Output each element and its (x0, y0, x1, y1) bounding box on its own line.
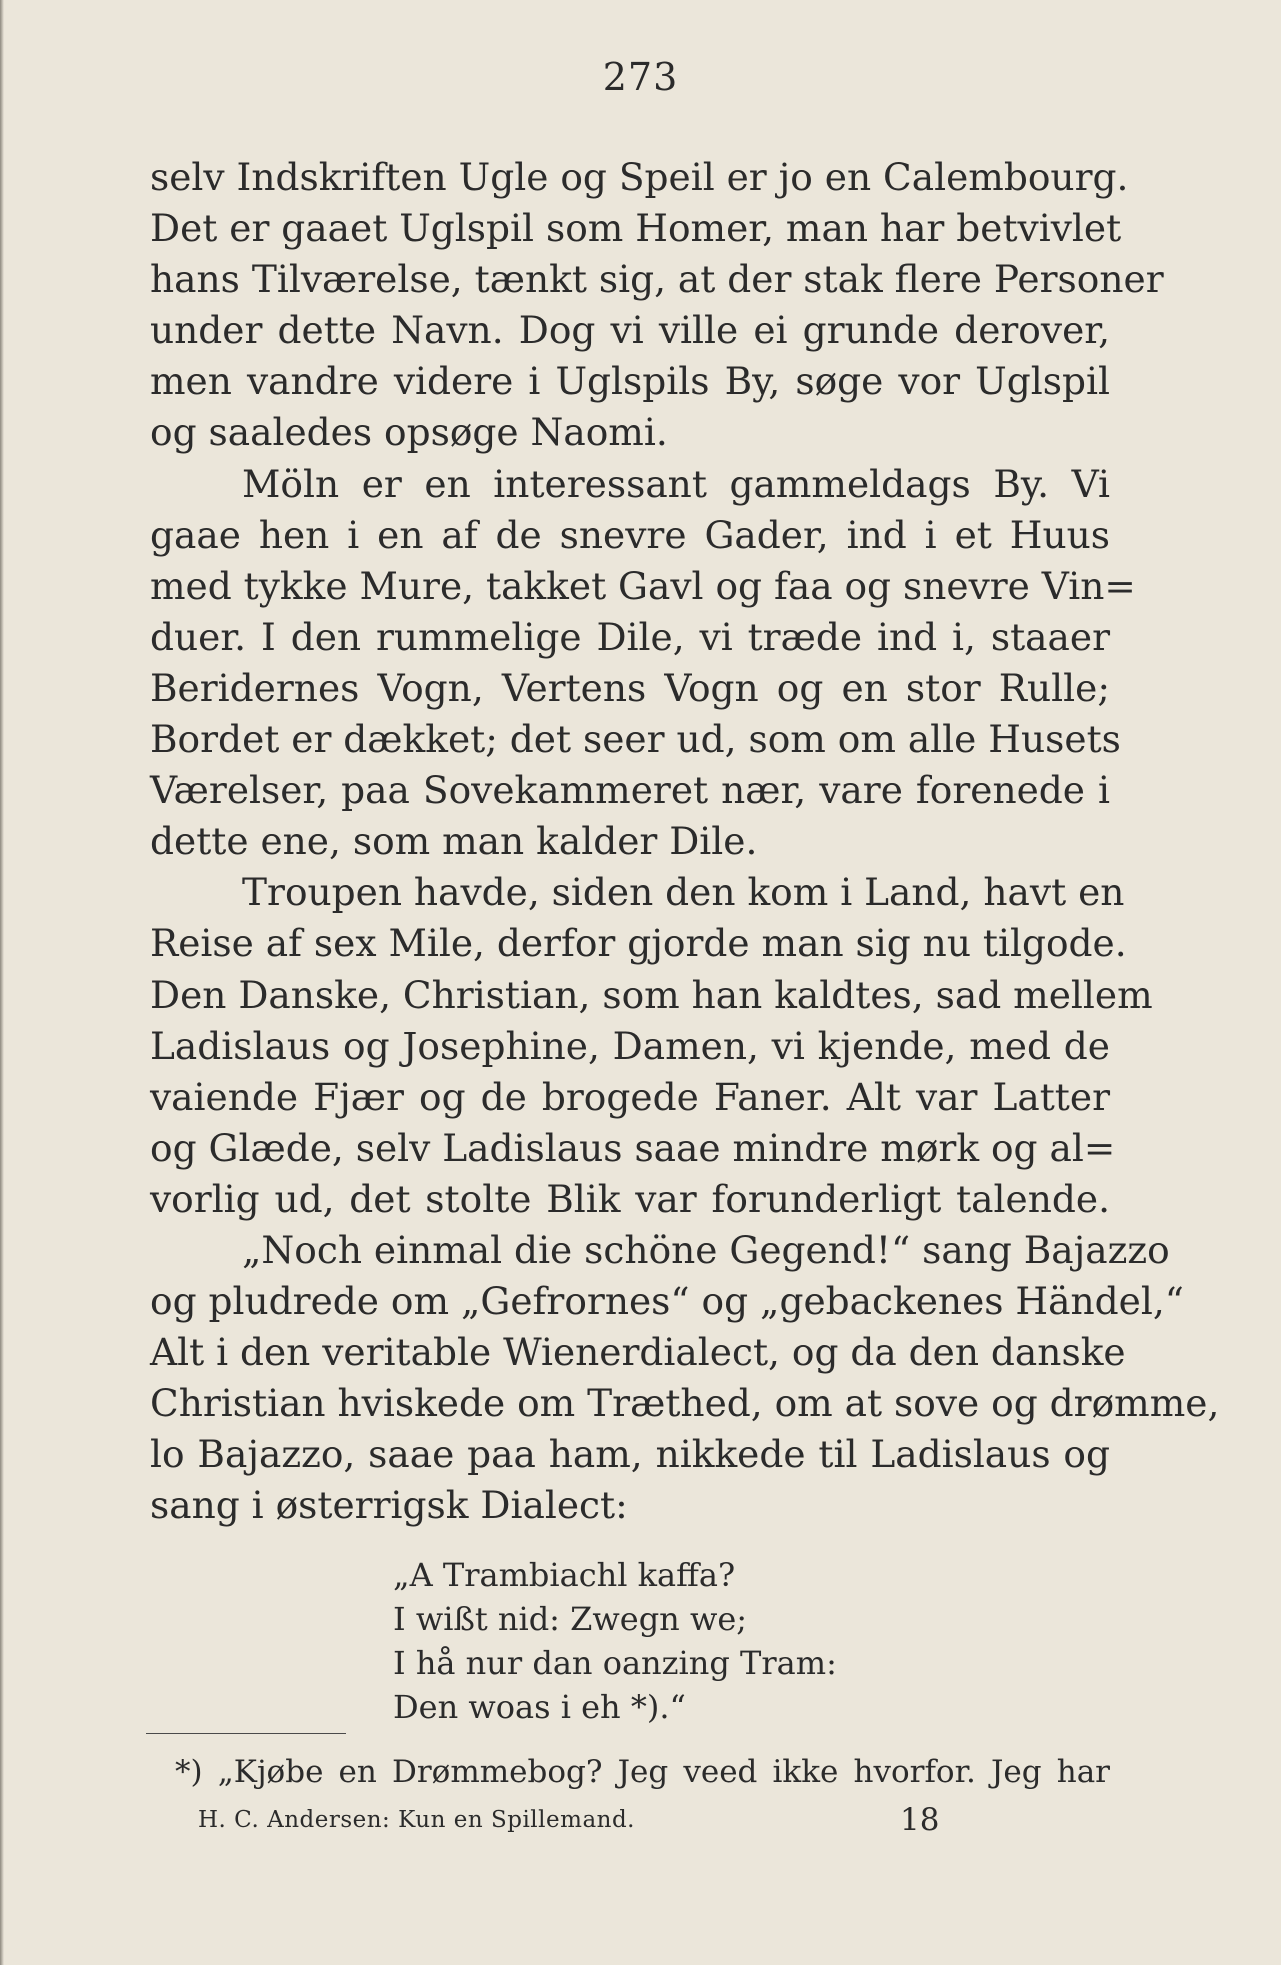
text-line: Bordet er dækket; det seer ud, som om alle Husets (150, 717, 1121, 762)
text-line: Reise af sex Mile, derfor gjorde man sig nu tilgode. (150, 921, 1127, 966)
text-line: Christian hviskede om Træthed, om at sove og drømme, (150, 1381, 1220, 1426)
song-verse (393, 1553, 837, 1729)
text-line: under dette Navn. Dog vi ville ei grunde derover, (150, 308, 1110, 353)
printer-signature: H. C. Andersen: Kun en Spillemand. (198, 1807, 635, 1833)
text-line: Troupen havde, siden den kom i Land, havt en (242, 870, 1125, 915)
footnote-divider (146, 1733, 346, 1734)
text-line: Den Danske, Christian, som han kaldtes, sad mellem (150, 972, 1153, 1017)
sheet-number: 18 (900, 1802, 940, 1838)
verse-line: „A Trambiachl kaffa? (393, 1556, 736, 1594)
text-line: Det er gaaet Uglspil som Homer, man har betvivlet (150, 206, 1122, 251)
text-line: Værelser, paa Sovekammeret nær, vare forenede i (150, 768, 1110, 813)
text-line: vorlig ud, det stolte Blik var forunderligt talende. (150, 1176, 1110, 1221)
verse-line: Den woas i eh *).“ (393, 1688, 686, 1726)
text-line: sang i østerrigsk Dialect: (150, 1483, 628, 1528)
text-line: selv Indskriften Ugle og Speil er jo en Calembourg. (150, 155, 1129, 199)
text-line: Alt i den veritable Wienerdialect, og da den danske (150, 1330, 1126, 1375)
text-line: lo Bajazzo, saae paa ham, nikkede til Ladislaus og (150, 1432, 1110, 1477)
text-line: vaiende Fjær og de brogede Faner. Alt var Latter (150, 1074, 1110, 1119)
text-line: gaae hen i en af de snevre Gader, ind i et Huus (150, 512, 1110, 557)
page-edge-shadow (0, 0, 4, 1965)
text-line: Ladislaus og Josephine, Damen, vi kjende, med de (150, 1023, 1110, 1068)
verse-line: I wißt nid: Zwegn we; (393, 1600, 748, 1638)
text-line: og Glæde, selv Ladislaus saae mindre mørk og al= (150, 1125, 1116, 1170)
text-line: hans Tilværelse, tænkt sig, at der stak flere Personer (150, 257, 1164, 302)
page-number: 273 (602, 55, 679, 99)
text-line: Möln er en interessant gammeldags By. Vi (242, 461, 1110, 506)
text-line: dette ene, som man kalder Dile. (150, 819, 758, 864)
body-text (150, 152, 1220, 1532)
verse-line: I hå nur dan oanzing Tram: (393, 1644, 837, 1682)
text-line: og pludrede om „Gefrornes“ og „gebackenes Händel,“ (150, 1279, 1184, 1324)
text-line: duer. I den rummelige Dile, vi træde ind i, staaer (150, 614, 1110, 659)
text-line: med tykke Mure, takket Gavl og faa og snevre Vin= (150, 563, 1136, 608)
text-line: Beridernes Vogn, Vertens Vogn og en stor Rulle; (150, 665, 1110, 710)
text-line: „Noch einmal die schöne Gegend!“ sang Bajazzo (242, 1227, 1170, 1272)
text-line: men vandre videre i Uglspils By, søge vor Uglspil (150, 359, 1110, 404)
footnote: *) „Kjøbe en Drømmebog? Jeg veed ikke hvorfor. Jeg har (175, 1754, 1110, 1790)
text-line: og saaledes opsøge Naomi. (150, 410, 668, 455)
